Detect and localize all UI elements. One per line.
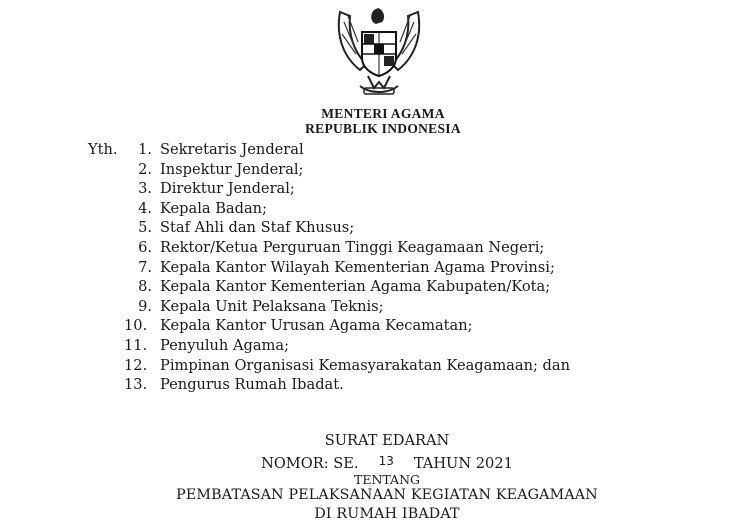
list-text: Kepala Kantor Wilayah Kementerian Agama Provinsi; <box>160 258 555 276</box>
list-text: Staf Ahli dan Staf Khusus; <box>160 219 355 237</box>
list-item <box>88 140 570 160</box>
list-item <box>88 199 570 219</box>
yth-label: Yth. <box>88 141 118 158</box>
list-text: Kepala Badan; <box>160 199 267 217</box>
list-number: 10. <box>124 317 148 335</box>
garuda-emblem-icon <box>330 4 428 100</box>
list-text: Kepala Kantor Kementerian Agama Kabupaten/Kota; <box>160 278 551 296</box>
tentang-label: TENTANG <box>353 472 420 487</box>
list-number: 12. <box>124 356 148 374</box>
addressee-list <box>88 140 570 395</box>
list-number: 1. <box>138 141 152 158</box>
list-text: Kepala Kantor Urusan Agama Kecamatan; <box>160 317 473 335</box>
list-number: 13. <box>124 376 148 394</box>
list-item <box>88 336 570 356</box>
list-text: Rektor/Ketua Perguruan Tinggi Keagamaan Negeri; <box>160 238 545 256</box>
list-text: Sekretaris Jenderal <box>160 141 304 158</box>
list-item <box>88 179 570 199</box>
list-number: 8. <box>138 278 152 296</box>
list-number: 9. <box>138 297 152 315</box>
list-number: 2. <box>138 160 152 178</box>
list-item <box>88 258 570 278</box>
nomor-prefix: NOMOR: SE. <box>261 455 359 472</box>
list-number: 7. <box>138 258 152 276</box>
surat-edaran-title: SURAT EDARAN <box>324 432 450 449</box>
list-item <box>88 218 570 238</box>
header-line-1: MENTERI AGAMA <box>321 106 445 121</box>
list-text: Inspektur Jenderal; <box>160 160 304 178</box>
list-item <box>88 375 570 395</box>
list-number: 6. <box>138 238 152 256</box>
list-number: 4. <box>138 199 152 217</box>
subject-line-2: DI RUMAH IBADAT <box>314 506 460 522</box>
list-item <box>88 160 570 180</box>
list-text: Kepala Unit Pelaksana Teknis; <box>160 297 384 315</box>
list-item <box>88 277 570 297</box>
list-text: Penyuluh Agama; <box>160 336 289 354</box>
list-item <box>88 316 570 336</box>
nomor-number: 13 <box>378 454 394 468</box>
list-item <box>88 356 570 376</box>
list-item <box>88 297 570 317</box>
list-text: Pengurus Rumah Ibadat. <box>160 376 344 394</box>
list-item <box>88 238 570 258</box>
header-line-2: REPUBLIK INDONESIA <box>305 121 461 136</box>
nomor-suffix: TAHUN 2021 <box>413 455 513 472</box>
list-text: Direktur Jenderal; <box>160 180 295 198</box>
list-text: Pimpinan Organisasi Kemasyarakatan Keagamaan; dan <box>160 356 570 374</box>
list-number: 5. <box>138 219 152 237</box>
list-number: 11. <box>124 336 148 354</box>
list-number: 3. <box>138 180 152 198</box>
subject-line-1: PEMBATASAN PELAKSANAAN KEGIATAN KEAGAMAAN <box>176 487 598 503</box>
